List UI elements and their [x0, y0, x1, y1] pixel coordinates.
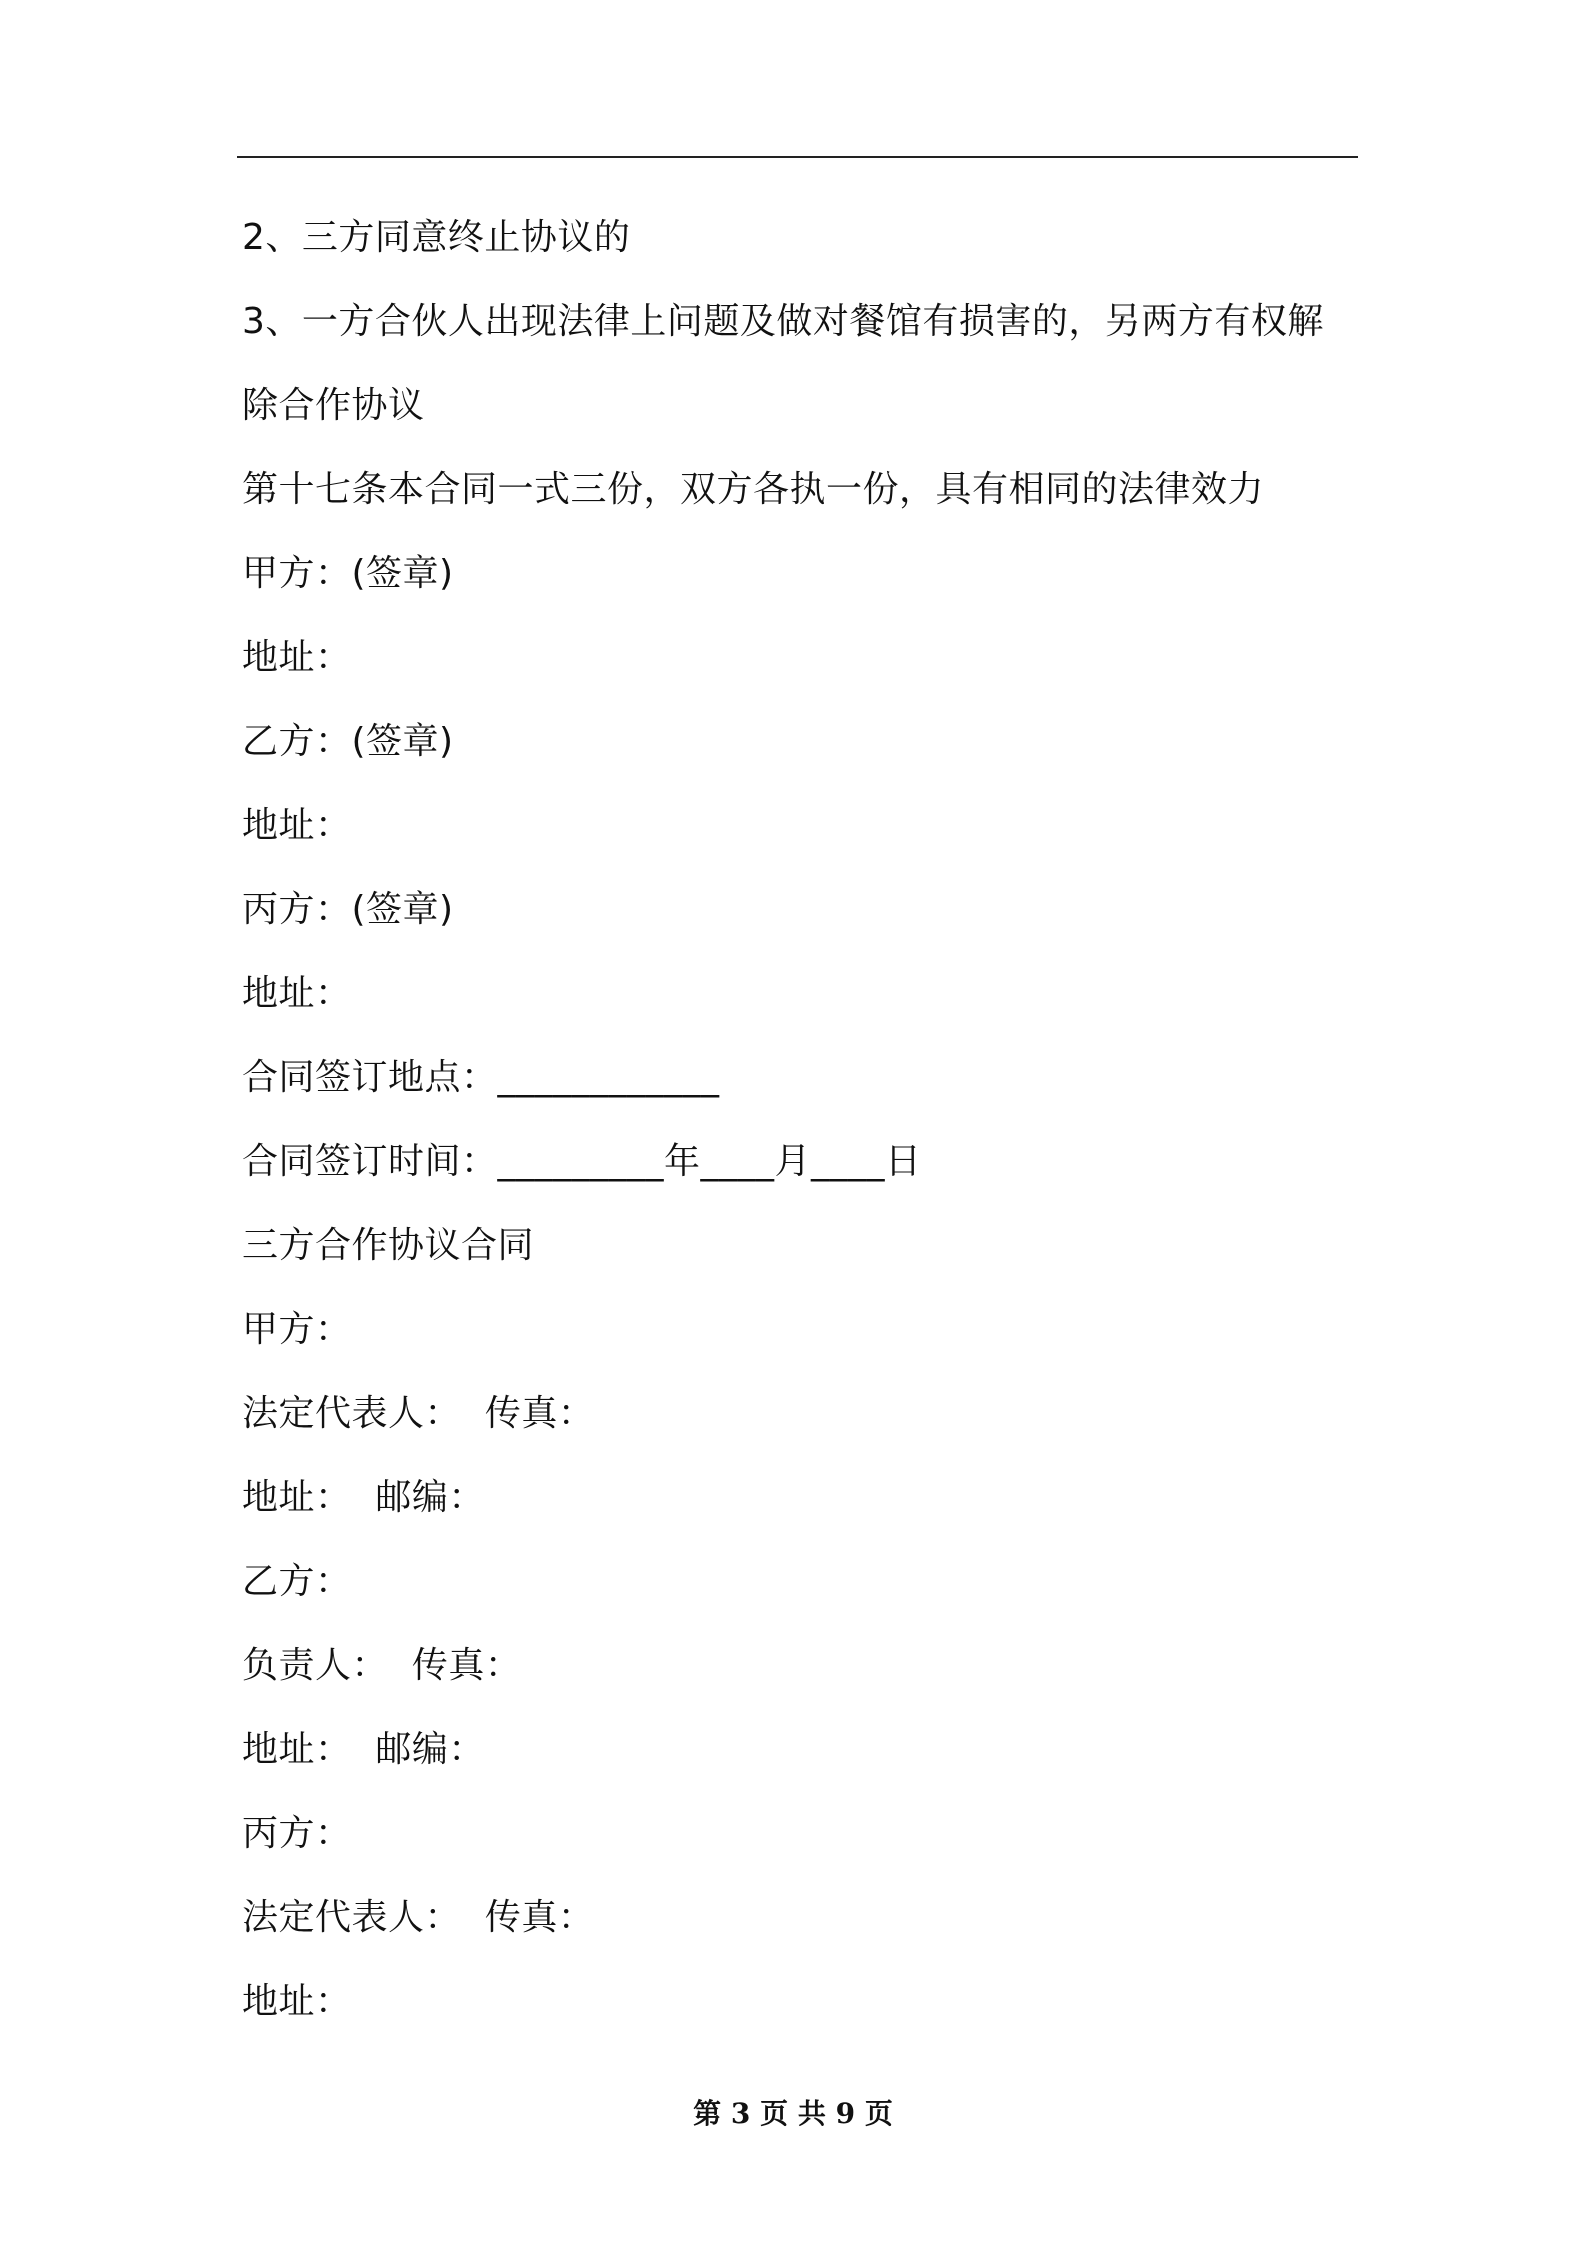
party-c-signature: 丙方：(签章) — [242, 889, 454, 930]
party-a-address: 地址： — [242, 637, 352, 678]
header-rule — [237, 156, 1358, 158]
clause-2-line: 2、三方同意终止协议的 — [242, 217, 631, 258]
party-a-address-postcode: 地址： 邮编： — [242, 1477, 485, 1518]
party-c-label: 丙方： — [242, 1813, 352, 1854]
signing-place: 合同签订地点：____________ — [242, 1057, 720, 1098]
party-b-label: 乙方： — [242, 1561, 352, 1602]
party-c-address: 地址： — [242, 973, 352, 1014]
party-b-responsible-fax: 负责人： 传真： — [242, 1645, 522, 1686]
party-b-signature: 乙方：(签章) — [242, 721, 454, 762]
clause-3-line: 3、一方合伙人出现法律上问题及做对餐馆有损害的，另两方有权解 — [242, 301, 1324, 342]
document-body — [242, 196, 1362, 2044]
new-contract-title: 三方合作协议合同 — [242, 1225, 535, 1266]
page-number: 第 3 页 共 9 页 — [693, 2097, 893, 2130]
party-a-signature: 甲方：(签章) — [242, 553, 454, 594]
article-17-line: 第十七条本合同一式三份，双方各执一份，具有相同的法律效力 — [242, 469, 1265, 510]
party-a-representative-fax: 法定代表人： 传真： — [242, 1393, 595, 1434]
party-b-address-postcode: 地址： 邮编： — [242, 1729, 485, 1770]
party-b-address: 地址： — [242, 805, 352, 846]
clause-3-continuation: 除合作协议 — [242, 385, 425, 426]
signing-date: 合同签订时间：_________年____月____日 — [242, 1141, 922, 1182]
party-c-representative-fax: 法定代表人： 传真： — [242, 1897, 595, 1938]
party-c-address-line: 地址： — [242, 1981, 352, 2022]
party-a-label: 甲方： — [242, 1309, 352, 1350]
